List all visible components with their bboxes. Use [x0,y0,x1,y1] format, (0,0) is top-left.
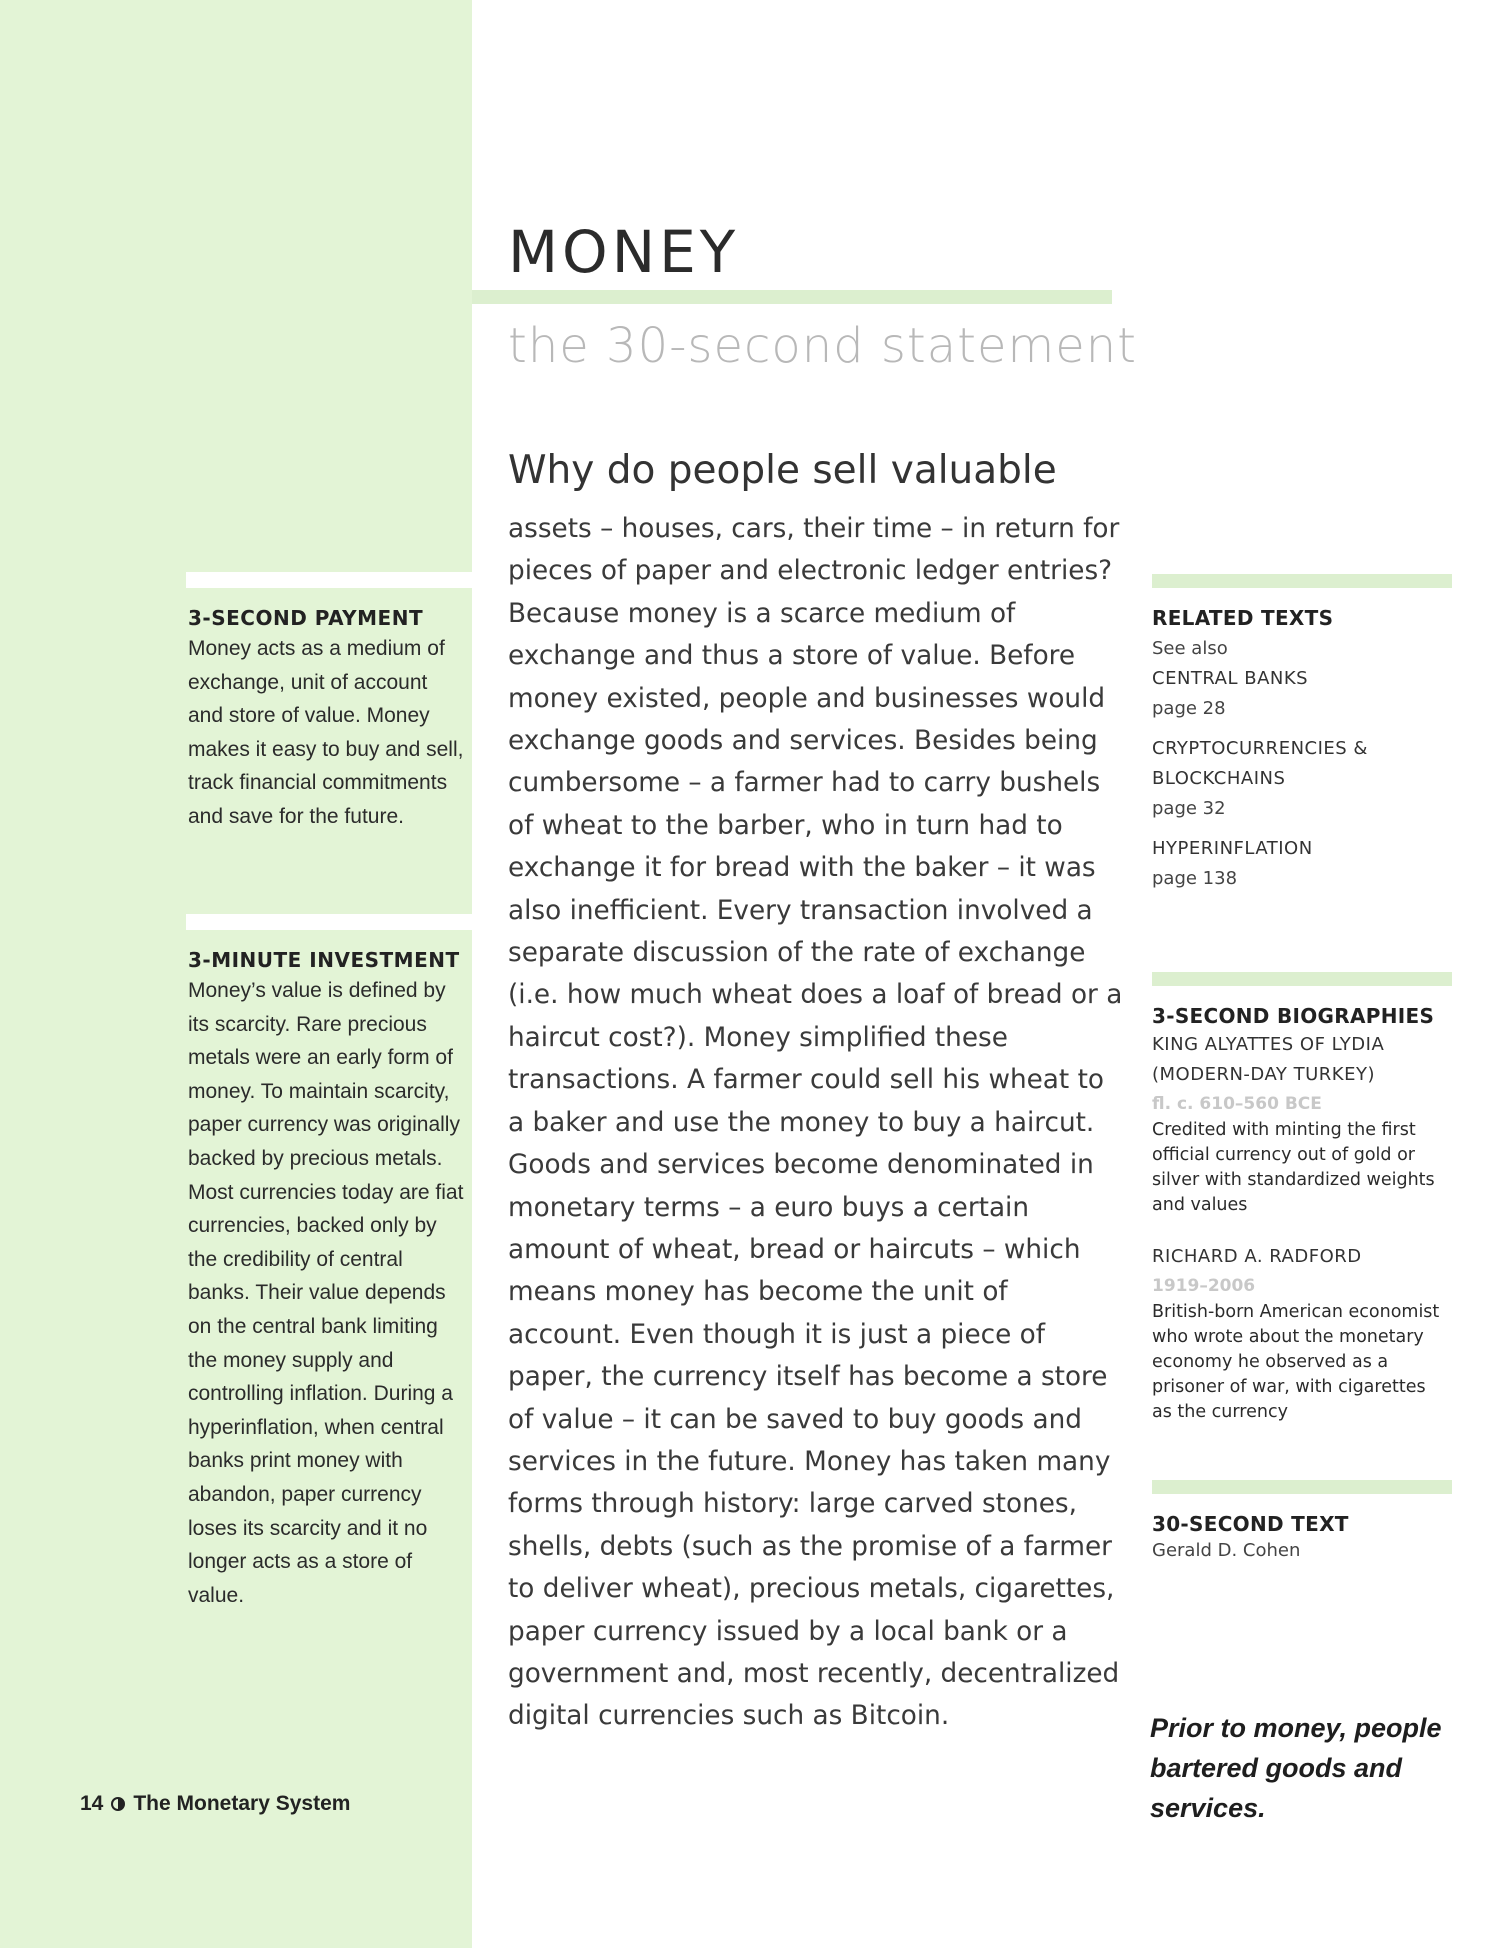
bio-name: RICHARD A. RADFORD [1152,1246,1362,1267]
payment-heading: 3-SECOND PAYMENT [188,606,424,630]
page-subtitle: the 30-second statement [508,318,1137,374]
related-item-page: page 32 [1152,798,1226,819]
bio-name: KING ALYATTES OF LYDIA (MODERN-DAY TURKEY) [1152,1034,1385,1085]
related-item[interactable] [1152,834,1452,894]
thirty-second-heading: 30-SECOND TEXT [1152,1512,1349,1536]
biographies-heading: 3-SECOND BIOGRAPHIES [1152,1004,1435,1028]
related-item-page: page 138 [1152,868,1238,889]
page-number: 14 [80,1792,104,1815]
related-rule [1152,574,1452,588]
title-rule [472,290,1112,304]
payment-rule [186,572,472,588]
bio-dates: 1919–2006 [1152,1276,1256,1296]
three-minute-investment [188,948,470,1612]
related-texts [1152,606,1452,894]
page-title: MONEY [508,218,740,286]
main-body-text: assets – houses, cars, their time – in return for pieces of paper and electronic ledger entries? Because money is a scarce medium of exchange and thus a store of value. Before money existed, people and businesses would exchange goods and services. Besides being cumbersome – a farmer had to carry bushels of wheat to the barber, who in turn had to exchange it for bread with the baker – it was also inefficient. Every transaction involved a separate discussion of the rate of exchange (i.e. how much wheat does a loaf of bread or a haircut cost?). Money simplified these transactions. A farmer could sell his wheat to a baker and use the money to buy a haircut. Goods and services become denominated in monetary terms – a euro buys a certain amount of wheat, bread or haircuts – which means money has become the unit of account. Even though it is just a piece of paper, the currency itself has become a store of value – it can be saved to buy goods and services in the future. Money has taken many forms through history: large carved stones, shells, debts (such as the promise of a farmer to deliver wheat), precious metals, cigarettes, paper currency issued by a local bank or a government and, most recently, decentralized digital currencies such as Bitcoin. [508,514,1123,1732]
investment-rule [186,914,472,930]
author-name: Gerald D. Cohen [1152,1540,1301,1561]
related-item-page: page 28 [1152,698,1226,719]
related-item[interactable] [1152,664,1452,724]
investment-text: Money’s value is defined by its scarcity. Rare precious metals were an early form of money. To maintain scarcity, paper currency was originally backed by precious metals. Most currencies today are fiat currencies, backed only by the credibility of central banks. Their value depends on the central bank limiting the money supply and controlling inflation. During a hyperinflation, when central banks print money with abandon, paper currency loses its scarcity and it no longer acts as a store of value. [188,979,464,1607]
section-name: The Monetary System [133,1792,351,1815]
three-second-payment [188,606,468,834]
see-also-label: See also [1152,638,1228,659]
related-item-title: HYPERINFLATION [1152,838,1313,859]
lead-sentence: Why do people sell valuable [508,448,1057,493]
related-item[interactable] [1152,734,1372,824]
bio-description: British-born American economist who wrote about the monetary economy he observed as a prisoner of war, with cigarettes as the currency [1152,1302,1440,1422]
bio-description: Credited with minting the first official currency out of gold or silver with standardized weights and values [1152,1120,1435,1215]
thirty-second-rule [1152,1480,1452,1494]
thirty-second-text [1152,1512,1452,1566]
related-item-title: CENTRAL BANKS [1152,668,1309,689]
page-footer [80,1792,350,1816]
investment-heading: 3-MINUTE INVESTMENT [188,948,460,972]
biographies-rule [1152,972,1452,986]
related-heading: RELATED TEXTS [1152,606,1334,630]
three-second-biographies [1152,1004,1452,1425]
related-item-title: CRYPTOCURRENCIES & BLOCKCHAINS [1152,738,1368,789]
image-caption: Prior to money, people bartered goods and services. [1150,1713,1442,1823]
payment-text: Money acts as a medium of exchange, unit of account and store of value. Money makes it easy to buy and sell, track financial commitments and save for the future. [188,637,464,828]
half-circle-icon [111,1797,125,1811]
bio-dates: fl. c. 610–560 BCE [1152,1094,1322,1114]
